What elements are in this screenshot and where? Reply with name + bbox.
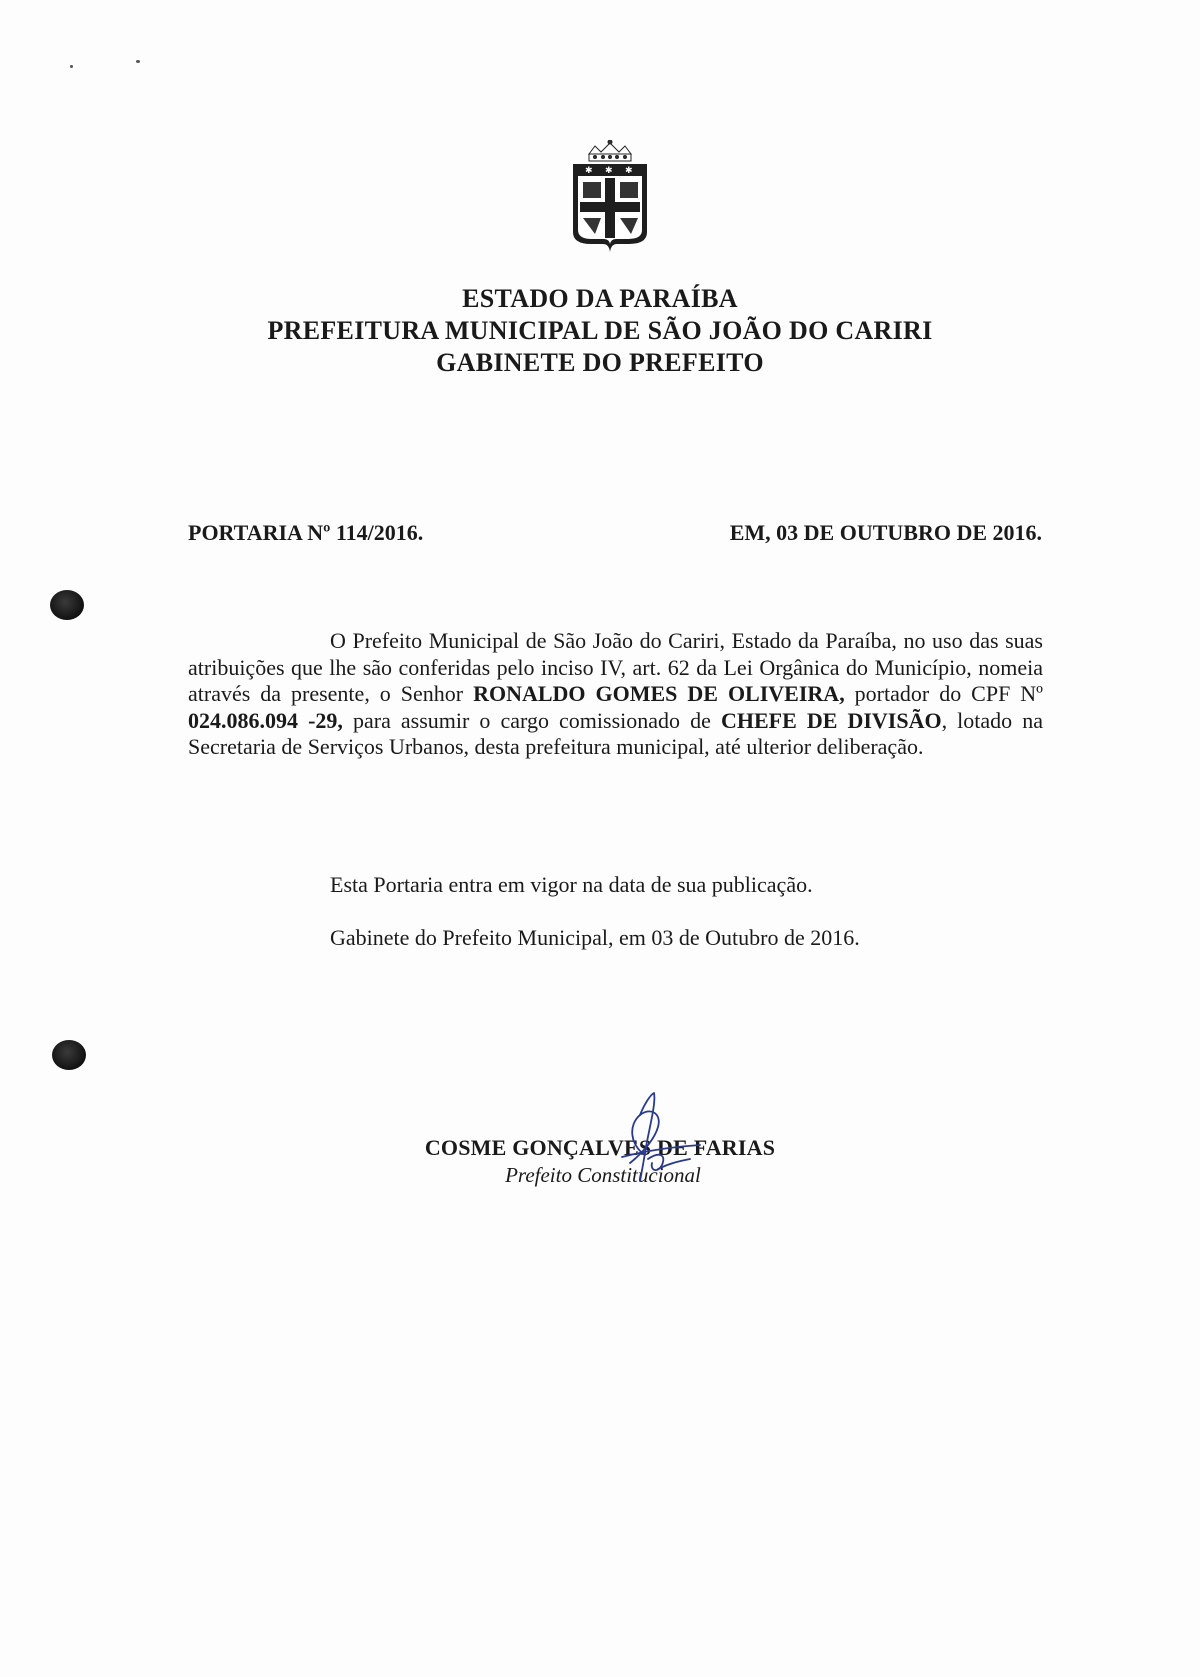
punch-hole-icon	[52, 1040, 86, 1070]
scan-speck	[70, 65, 73, 68]
portaria-date: EM, 03 DE OUTUBRO DE 2016.	[729, 520, 1042, 545]
scan-speck	[136, 60, 140, 63]
signatory-name: COSME GONÇALVES DE FARIAS	[424, 1135, 776, 1160]
handwritten-signature-icon	[600, 1085, 720, 1205]
punch-hole-icon	[50, 590, 84, 620]
svg-text:✱: ✱	[585, 166, 593, 176]
body-intro: O Prefeito Municipal de São João do Cariri, Estado da Paraíba, no uso das suas atribuições que lhe são conferidas pelo inciso IV, art. 62 da Lei Orgânica do Município, nomeia através da presente, o Senhor	[188, 628, 1043, 706]
role-title: CHEFE DE DIVISÃO	[720, 707, 942, 733]
effective-statement: Esta Portaria entra em vigor na data de sua publicação.	[330, 872, 813, 897]
role-intro: para assumir o cargo comissionado de	[342, 707, 721, 733]
municipal-coat-of-arms-icon	[565, 140, 655, 258]
header-municipality: PREFEITURA MUNICIPAL DE SÃO JOÃO DO CARIRI	[267, 316, 933, 345]
portaria-number: PORTARIA Nº 114/2016.	[188, 520, 424, 545]
svg-text:✱: ✱	[605, 166, 613, 176]
signatory-title: Prefeito Constitucional	[505, 1163, 701, 1187]
appointee-name: RONALDO GOMES DE OLIVEIRA,	[473, 681, 845, 706]
cpf-number: 024.086.094 -29,	[188, 707, 343, 733]
place-date-statement: Gabinete do Prefeito Municipal, em 03 de Outubro de 2016.	[330, 925, 860, 950]
cpf-label: portador do CPF Nº	[844, 681, 1044, 706]
header-office: GABINETE DO PREFEITO	[436, 348, 764, 377]
svg-text:✱: ✱	[625, 166, 633, 176]
header-state: ESTADO DA PARAÍBA	[462, 284, 738, 313]
document-header	[0, 283, 1200, 379]
body-closing: , lotado na Secretaria de Serviços Urbanos, desta prefeitura municipal, até ulterior deliberação.	[188, 707, 1043, 759]
body-paragraph	[188, 628, 1043, 761]
